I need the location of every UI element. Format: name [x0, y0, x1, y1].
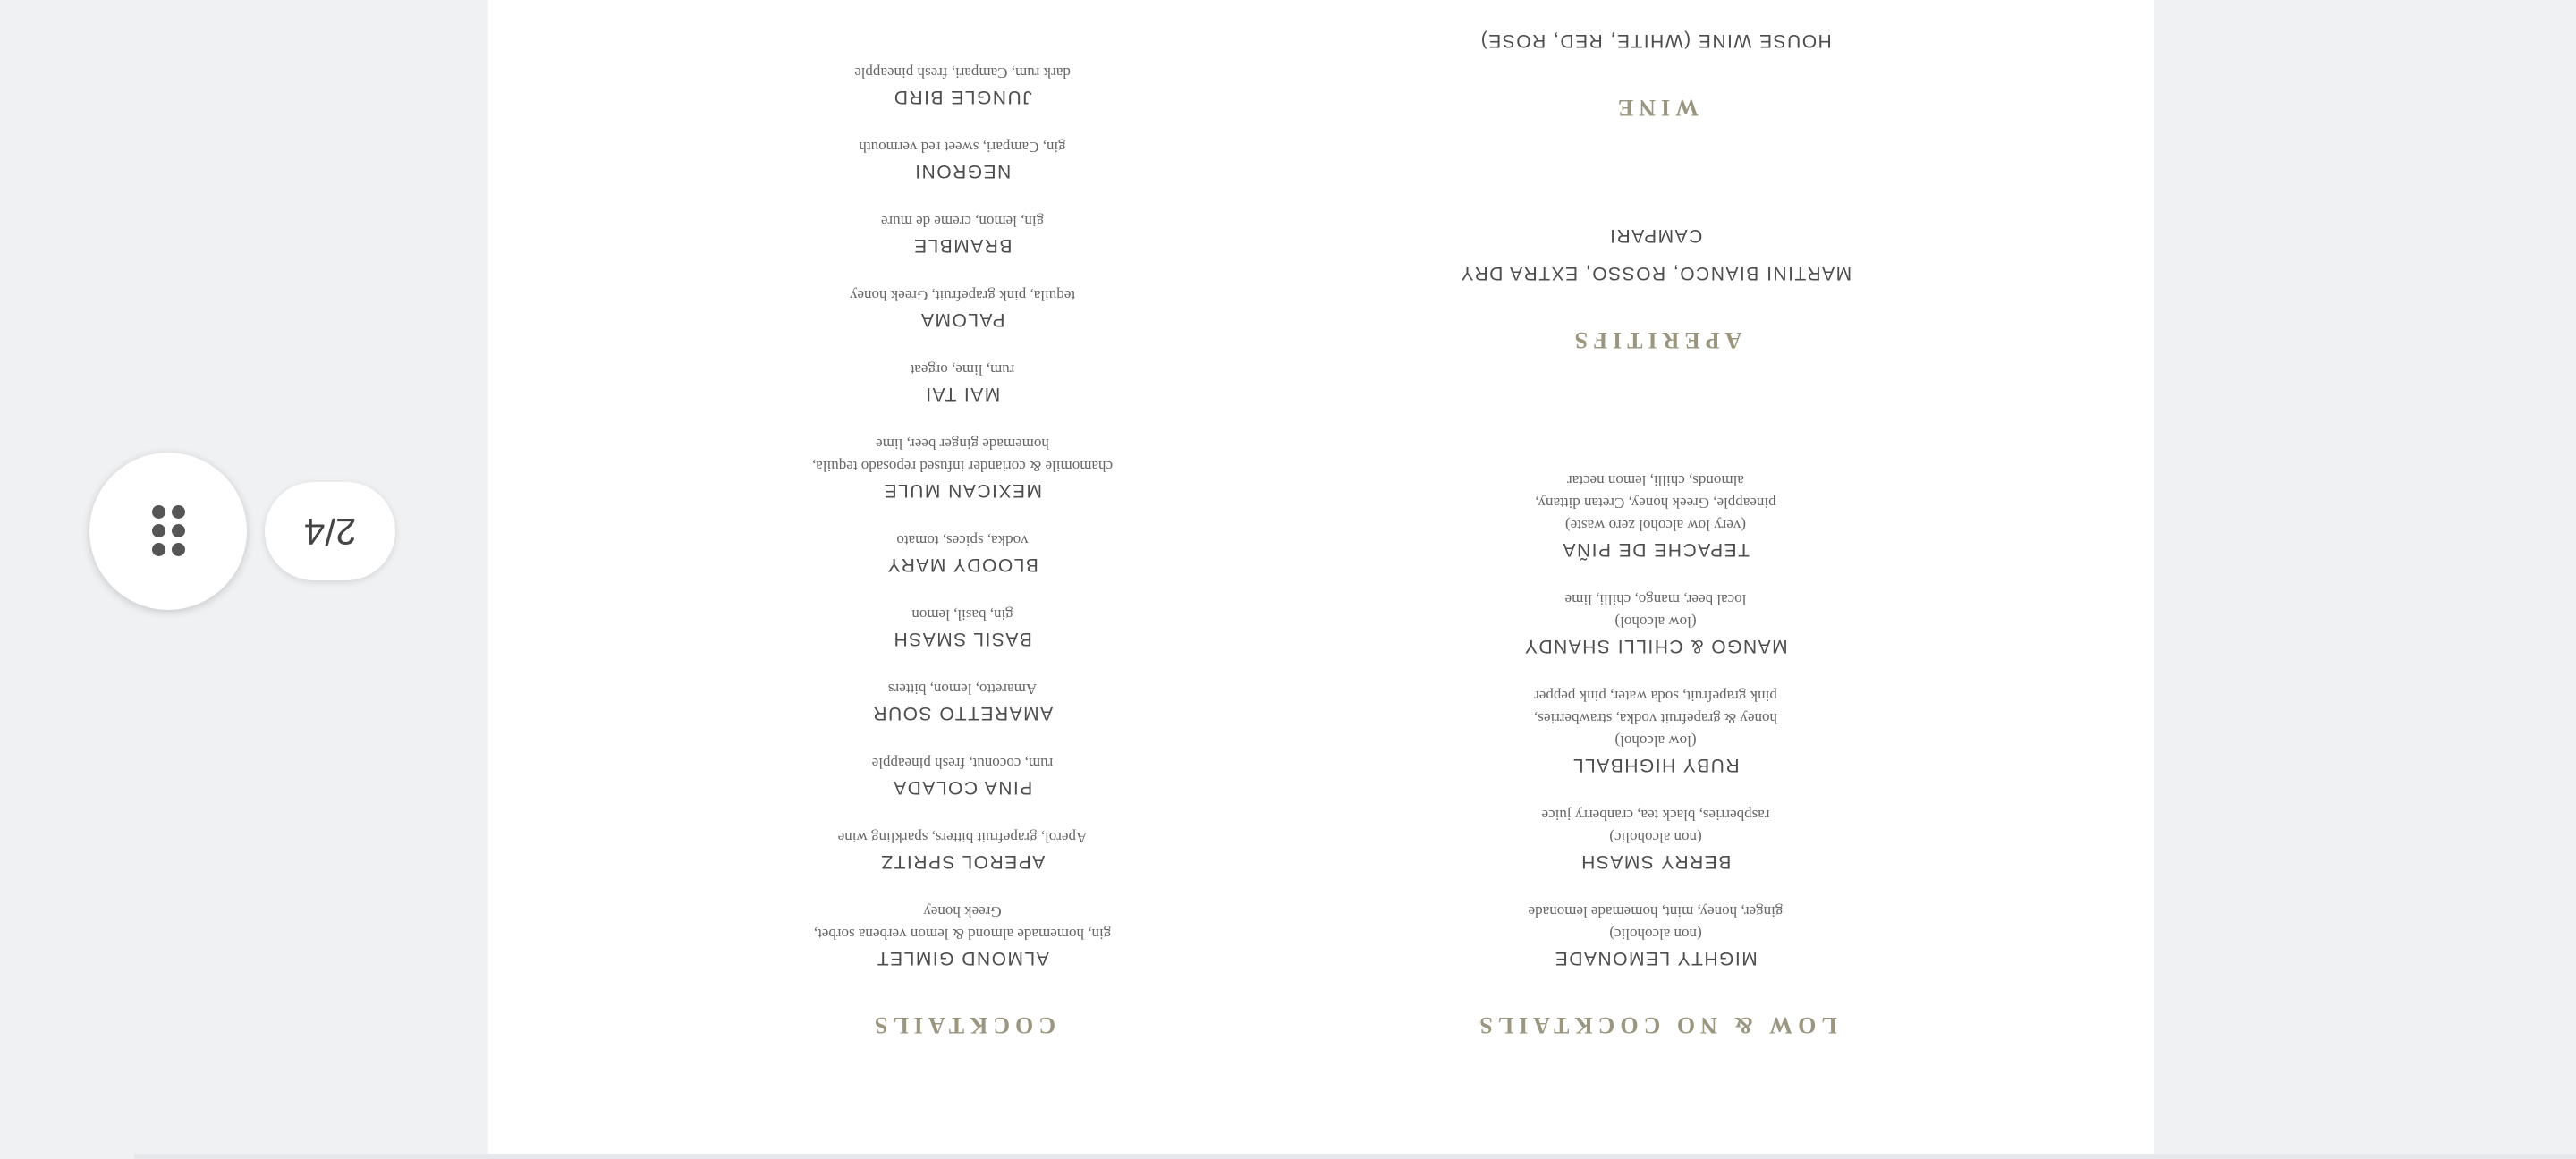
menu-item-description: Greek honey	[923, 903, 1002, 920]
menu-item	[1405, 685, 1906, 777]
menu-item-description: homemade ginger beer, lime	[876, 436, 1049, 453]
menu-item-description: gin, Campari, sweet red vermouth	[859, 139, 1066, 156]
menu-item	[1405, 28, 1906, 53]
menu-item-description: almonds, chilli, lemon nectar	[1567, 472, 1744, 489]
menu-item-note: (low alcohol)	[1614, 613, 1697, 630]
menu-item-note: (low alcohol)	[1614, 732, 1697, 749]
menu-column-right	[712, 35, 1213, 1038]
menu-item-description: chamomile & coriander infused reposado tequila,	[811, 458, 1114, 475]
menu-item-description: vodka, spices, tomato	[896, 532, 1029, 549]
menu-item-name: BERRY SMASH	[1580, 851, 1732, 872]
section-title-low-no-cocktails: LOW & NO COCKTAILS	[1474, 1012, 1837, 1038]
menu-item	[712, 529, 1213, 577]
menu-rotated-content	[488, 0, 2154, 1159]
menu-item-note: (non alcoholic)	[1609, 926, 1702, 943]
menu-item-name: PINA COLADA	[892, 777, 1033, 798]
menu-item-description: local beer, mango, chilli, lime	[1564, 591, 1747, 608]
section-spacer	[1405, 121, 1906, 210]
grid-menu-button[interactable]	[89, 453, 247, 610]
menu-item-description: Amaretto, lemon, bitters	[887, 681, 1038, 698]
menu-item	[1405, 804, 1906, 874]
menu-item-description: gin, lemon, creme de mure	[880, 213, 1045, 230]
menu-item-name: PALOMA	[919, 309, 1005, 330]
menu-item-note: (non alcoholic)	[1609, 829, 1702, 846]
menu-item-name: HOUSE WINE (WHITE, RED, ROSE)	[1479, 30, 1832, 51]
menu-item-description: tequila, pink grapefruit, Greek honey	[849, 287, 1076, 304]
menu-item	[712, 284, 1213, 332]
menu-item-name: TEPACHE DE PIÑA	[1562, 539, 1750, 560]
menu-item-name: JUNGLE BIRD	[893, 87, 1032, 107]
menu-item-name: APEROL SPRITZ	[879, 851, 1046, 872]
section-spacer	[1405, 353, 1906, 443]
bottom-divider	[134, 1154, 2576, 1159]
menu-item-name: BASIL SMASH	[893, 629, 1032, 649]
menu-item	[1405, 223, 1906, 248]
menu-item-name: BLOODY MARY	[886, 554, 1038, 575]
menu-item	[1405, 588, 1906, 658]
page-indicator-label: 2/4	[303, 511, 357, 553]
menu-column-left	[1405, 15, 1906, 1038]
menu-item	[1405, 260, 1906, 285]
menu-item-description: rum, coconut, fresh pineapple	[871, 755, 1054, 772]
section-title-cocktails: COCKTAILS	[869, 1012, 1056, 1038]
menu-item-name: MARTINI BIANCO, ROSSO, EXTRA DRY	[1459, 263, 1852, 283]
menu-item-description: ginger, honey, mint, homemade lemonade	[1528, 903, 1784, 920]
menu-item-description: dark rum, Campari, fresh pineapple	[854, 64, 1071, 81]
page-indicator[interactable]	[265, 482, 395, 580]
menu-item	[712, 901, 1213, 970]
menu-item-description: Aperol, grapefruit bitters, sparkling wine	[837, 829, 1088, 846]
menu-item-name: MANGO & CHILLI SHANDY	[1523, 636, 1788, 656]
menu-item-description: pink grapefruit, soda water, pink pepper	[1534, 688, 1777, 705]
section-title-aperitifs: APERITIFS	[1569, 327, 1742, 353]
menu-item-name: BRAMBLE	[912, 235, 1013, 256]
menu-item	[712, 359, 1213, 406]
menu-item-name: AMARETTO SOUR	[871, 703, 1054, 723]
menu-item	[712, 678, 1213, 725]
menu-item	[712, 826, 1213, 874]
menu-item	[712, 433, 1213, 503]
menu-item	[712, 752, 1213, 799]
menu-item-name: ALMOND GIMLET	[876, 948, 1049, 969]
menu-item-name: MIGHTY LEMONADE	[1554, 948, 1758, 969]
menu-item	[712, 210, 1213, 258]
menu-item	[712, 62, 1213, 109]
menu-item-name: MEXICAN MULE	[883, 480, 1042, 501]
menu-item-description: raspberries, black tea, cranberry juice	[1541, 807, 1770, 824]
menu-item-description: gin, basil, lemon	[911, 606, 1013, 623]
section-title-wine: WINE	[1612, 95, 1699, 121]
menu-item-description: pineapple, Greek honey, Cretan dittany,	[1535, 495, 1776, 512]
grid-dots-icon	[152, 505, 186, 557]
menu-item-name: NEGRONI	[913, 161, 1012, 182]
menu-item	[1405, 470, 1906, 562]
menu-item	[712, 136, 1213, 183]
menu-item-name: RUBY HIGHBALL	[1572, 755, 1740, 775]
menu-page	[488, 0, 2154, 1159]
menu-item-description: rum, lime, orgeat	[910, 361, 1015, 378]
menu-item-note: (very low alcohol zero waste)	[1564, 517, 1747, 534]
menu-item-name: CAMPARI	[1608, 225, 1703, 246]
menu-item-description: gin, homemade almond & lemon verbena sorbet,	[813, 926, 1112, 943]
menu-item-name: MAI TAI	[924, 384, 1001, 404]
menu-item-description: honey & grapefruit vodka, strawberries,	[1534, 710, 1777, 727]
menu-item	[712, 604, 1213, 651]
menu-item	[1405, 901, 1906, 970]
